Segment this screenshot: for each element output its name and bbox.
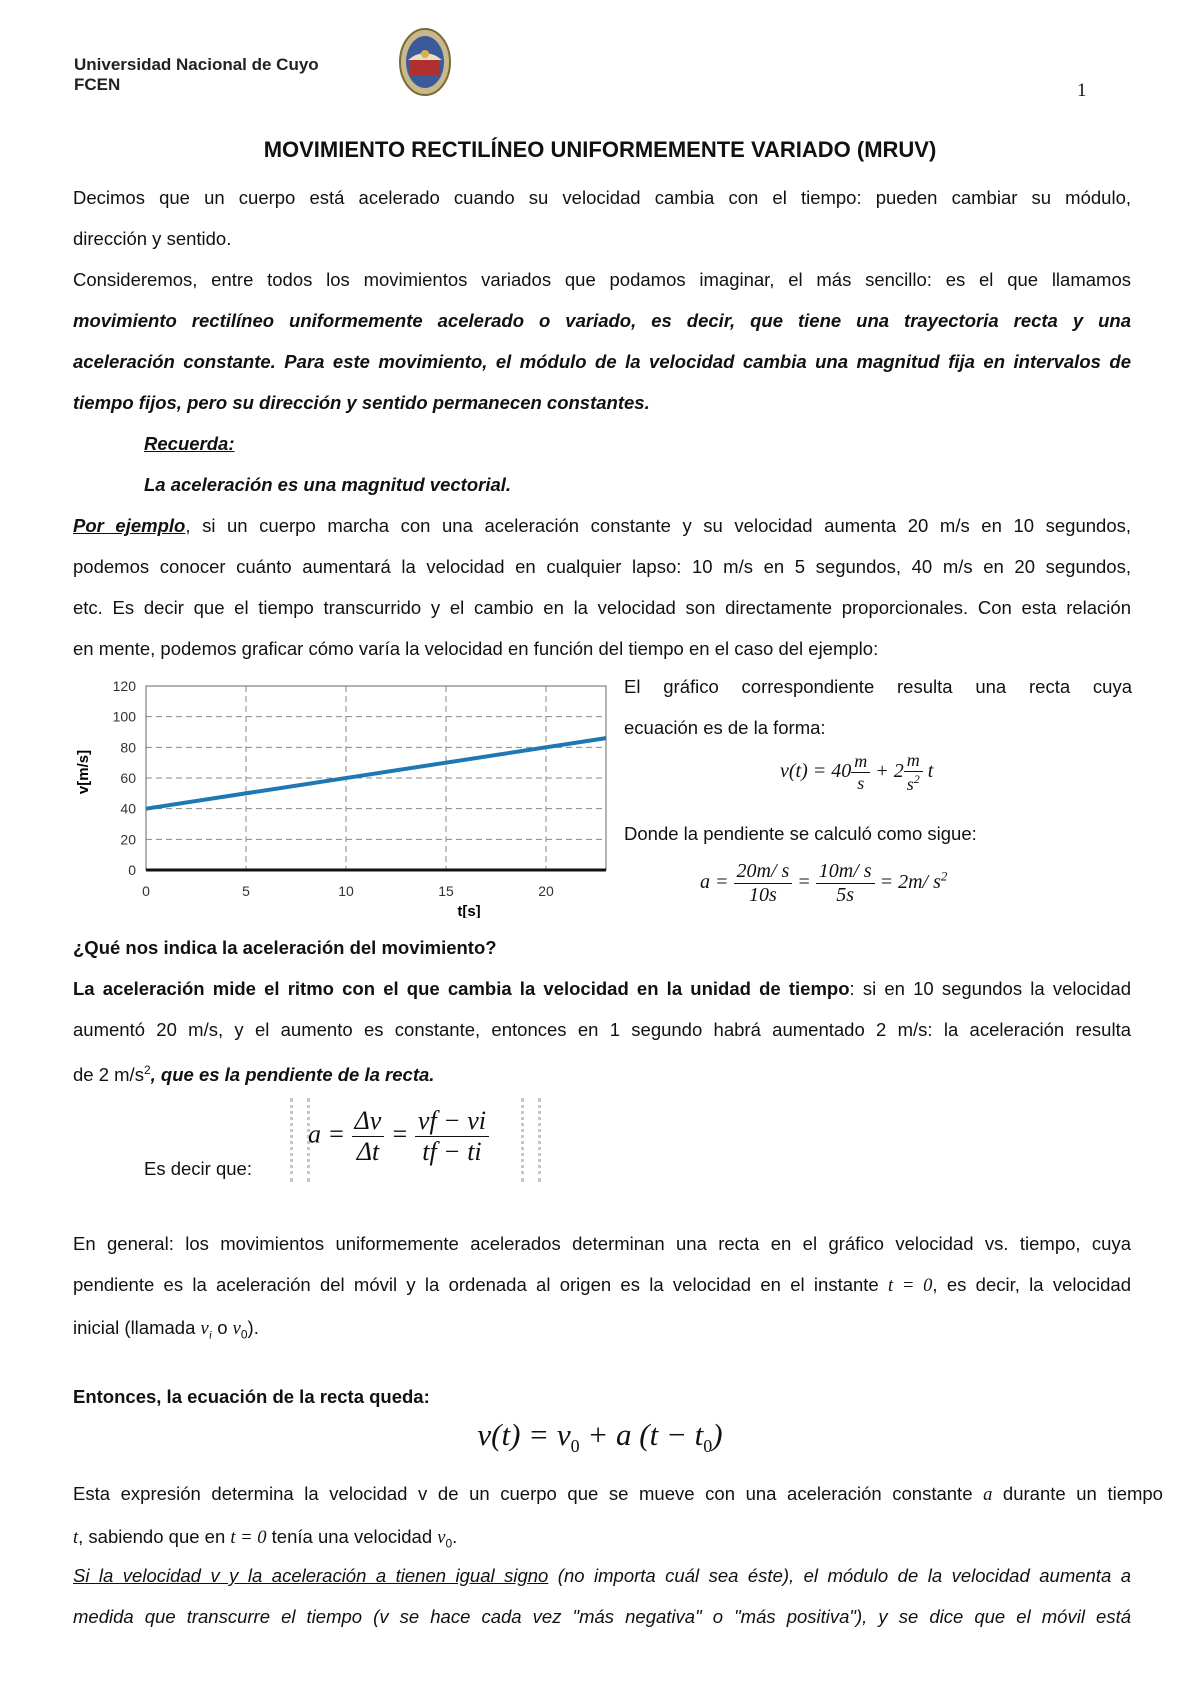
text-line: Consideremos, entre todos los movimientos variados que podamos imaginar, el más sencillo: es el que llamamos [73,269,1131,290]
y-tick-label: 0 [128,862,136,878]
page-title: MOVIMIENTO RECTILÍNEO UNIFORMEMENTE VARIADO (MRUV) [263,137,937,162]
text-line: Esta expresión determina la velocidad v de un cuerpo que se mueve con una aceleración constante [73,1483,984,1504]
y-tick-label: 60 [120,770,136,786]
eq-part: + a (t − t [579,1417,704,1452]
eq-part: v [232,1319,241,1339]
text-line: : si en 10 segundos la velocidad [849,978,1132,999]
reminder-label: Recuerda: [144,433,235,454]
eq-part: v(t) = 40 [780,760,852,783]
x-tick-label: 20 [538,883,554,899]
velocity-general-equation [0,1417,1200,1457]
text-line: o [212,1317,233,1338]
text-line: movimiento rectilíneo uniformemente acelerado o variado, es decir, que tiene una trayectoria recta y una [73,310,1131,331]
chart-y-label: v[m/s] [75,749,92,795]
eq-part: v(t) = v [477,1417,571,1452]
chart-x-label: t[s] [457,903,481,918]
x-tick-label: 5 [242,883,250,899]
eq-part: Δt [356,1137,380,1166]
eq-part: 20m/ s [734,860,793,884]
text-line: inicial (llamada [73,1317,201,1338]
eq-part: i [208,1327,213,1342]
eq-part: 0 [570,1436,580,1457]
last-paragraph [73,1555,1131,1637]
x-tick-label: 0 [142,883,150,899]
chart-tick-labels [113,678,554,899]
intro-paragraph [73,177,1131,259]
eq-part: a = [308,1119,346,1149]
text-line: Si la velocidad v y la aceleración a tienen igual signo [73,1565,549,1586]
eq-part: 5s [836,884,855,906]
text-line: tenía una velocidad [266,1526,438,1547]
eq-part: 10m/ s [816,860,875,884]
header-institution [74,55,319,95]
section-question: ¿Qué nos indica la aceleración del movimiento? [73,937,497,958]
text-line: en mente, podemos graficar cómo varía la velocidad en función del tiempo en el caso del ejemplo: [73,638,879,659]
text-line: aceleración constante. Para este movimiento, el módulo de la velocidad cambia una magnitud fija en intervalos de [73,351,1131,372]
eq-part: v [200,1319,209,1339]
text-line: etc. Es decir que el tiempo transcurrido y el cambio en la velocidad son directamente proporcionales. Con esta relación [73,597,1131,618]
eq-part: = [390,1119,409,1149]
velocity-equation [780,750,933,795]
eq-part: t = 0 [230,1528,267,1548]
y-tick-label: 100 [112,708,136,725]
y-tick-label: 80 [120,739,136,756]
eq-part: tf − ti [422,1137,482,1166]
example-paragraph [73,505,1131,669]
eq-part: 2 [143,1063,151,1077]
velocity-time-chart [74,664,614,918]
slope-equation [700,860,947,907]
x-tick-label: 10 [338,883,354,899]
eq-part: 0 [240,1327,248,1342]
eq-part: 10s [749,884,777,906]
text-line: , sabiendo que en [78,1526,231,1547]
text-line: En general: los movimientos uniformemente acelerados determinan una recta en el gráfico velocidad vs. tiempo, cuya [73,1233,1131,1254]
y-tick-label: 20 [120,831,136,848]
text-line: , es decir, la velocidad [932,1274,1132,1295]
text-line: medida que transcurre el tiempo (v se hace cada vez "más negativa" o "más positiva"), y se dice que el móvil está [73,1606,1131,1627]
es-decir-label: Es decir que: [144,1158,252,1179]
eq-part: s [857,773,865,793]
text-line: Decimos que un cuerpo está acelerado cuando su velocidad cambia con el tiempo: pueden cambiar su módulo, [73,187,1131,208]
eq-part: + 2 [875,760,904,783]
answer-paragraph [73,968,1131,1095]
text-line: aumentó 20 m/s, y el aumento es constante, entonces en 1 segundo habrá aumentado 2 m/s: la aceleración resulta [73,1019,1131,1040]
eq-part: v [437,1528,446,1548]
eq-part: t = 0 [888,1276,933,1296]
text-line: . [452,1526,458,1547]
eq-part: = [797,871,811,894]
university-seal-icon [398,26,452,98]
university-name: Universidad Nacional de Cuyo [74,55,319,74]
x-tick-label: 15 [438,883,454,899]
text-line: durante un tiempo [992,1483,1163,1504]
text-line: El gráfico correspondiente resulta una recta cuya [624,676,1132,697]
answer-lead: La aceleración mide el ritmo con el que cambia la velocidad en la unidad de tiempo [73,978,850,999]
equation-border-right [521,1098,541,1182]
text-line: dirección y sentido. [73,228,232,249]
expression-paragraph [73,1473,1163,1565]
y-tick-label: 120 [112,678,136,694]
text-line: , si un cuerpo marcha con una aceleración constante y su velocidad aumenta 20 m/s en 10 segundos, [185,515,1131,536]
text-line: , que es la pendiente de la recta. [150,1064,435,1086]
eq-part: vf − vi [415,1106,489,1137]
entonces-heading: Entonces, la ecuación de la recta queda: [73,1386,430,1407]
series-line-v(t) [146,738,606,809]
text-line: podemos conocer cuánto aumentará la velocidad en cualquier lapso: 10 m/s en 5 segundos, 40 m/s en 20 segundos, [73,556,1131,577]
chart-grid [146,686,606,870]
text-line: tiempo fijos, pero su dirección y sentido permanecen constantes. [73,392,650,413]
y-tick-label: 40 [120,800,136,817]
eq-part: 2 [940,868,948,884]
text-line: ). [247,1317,259,1338]
eq-part: Δv [352,1106,385,1137]
eq-part: a = [700,871,729,894]
eq-part: 0 [445,1536,453,1551]
chart-explanation [624,666,1132,748]
equation-border-left [290,1098,310,1182]
eq-part: t [73,1528,79,1548]
eq-part: 2 [913,772,920,786]
reminder-text: La aceleración es una magnitud vectorial. [144,474,512,495]
general-paragraph [73,1223,1131,1356]
eq-part: t [927,760,934,783]
eq-part: m [904,750,923,772]
page-number: 1 [1077,80,1087,101]
reminder-block [144,423,1044,505]
example-label: Por ejemplo [73,515,186,536]
acceleration-definition-equation [308,1106,489,1167]
eq-part: s [906,774,914,794]
eq-part: 0 [703,1436,713,1457]
eq-part: = 2m/ s [879,871,941,894]
faculty-name: FCEN [74,75,121,94]
text-line: ecuación es de la forma: [624,717,826,738]
eq-part: ) [712,1417,723,1452]
text-line: pendiente es la aceleración del móvil y la ordenada al origen es la velocidad en el instante [73,1274,888,1295]
text-line: de 2 m/s [73,1064,144,1086]
chart-series [146,738,606,809]
eq-part: a [983,1485,993,1505]
slope-text: Donde la pendiente se calculó como sigue: [624,823,977,844]
text-line: (no importa cuál sea éste), el módulo de la velocidad aumenta a [548,1565,1131,1586]
definition-paragraph [73,259,1131,423]
eq-part: m [851,751,870,773]
